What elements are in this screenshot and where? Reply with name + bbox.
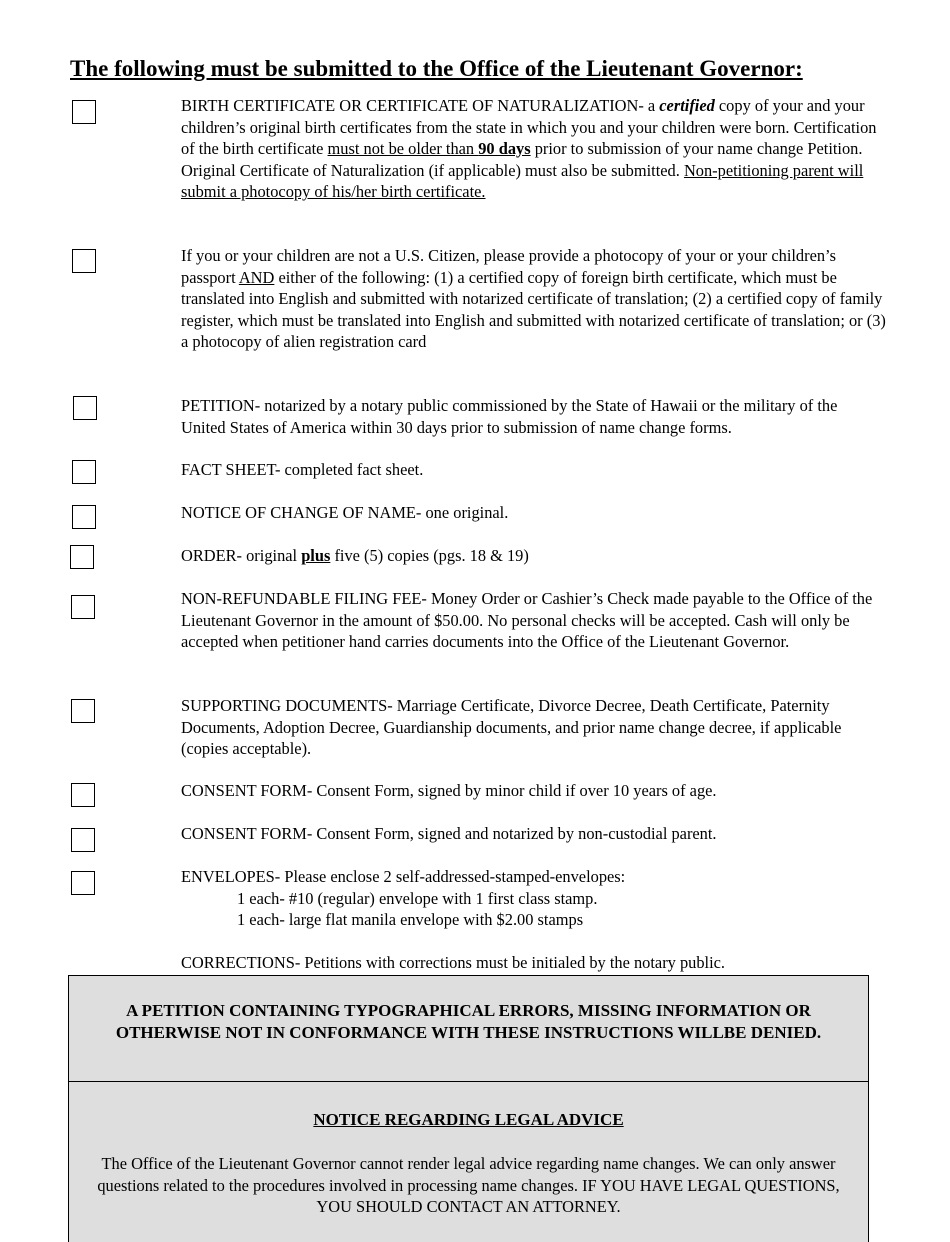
item-text: CORRECTIONS- Petitions with corrections must be initialed by the notary public. xyxy=(181,953,726,972)
checkbox-order[interactable] xyxy=(70,545,94,569)
item-filing-fee xyxy=(181,588,886,653)
item-text: CONSENT FORM- Consent Form, signed and notarized by non-custodial parent. xyxy=(181,824,717,843)
page-heading: The following must be submitted to the Office of the Lieutenant Governor: xyxy=(70,56,803,81)
item-text: copy of your and your children’s original birth certificates from the state in which you and your children were born. Certification of the birth certificate xyxy=(181,96,877,158)
item-text: prior to submission of your name change Petition. Original Certificate of Naturalization (if applicable) must also be submitted. xyxy=(181,139,863,180)
emphasis-90-days: 90 days xyxy=(478,139,531,158)
item-non-citizen-documents xyxy=(181,245,886,353)
item-order xyxy=(181,545,886,567)
envelope-line-1: 1 each- #10 (regular) envelope with 1 first class stamp. xyxy=(237,888,598,908)
item-consent-minor xyxy=(181,780,886,802)
warning-line-1: A PETITION CONTAINING TYPOGRAPHICAL ERRORS, MISSING INFORMATION OR xyxy=(126,1001,811,1020)
emphasis-non-petitioning-parent: Non-petitioning parent will submit a photocopy of his/her birth certificate. xyxy=(181,160,864,201)
item-corrections xyxy=(181,952,886,974)
item-birth-certificate xyxy=(181,95,886,203)
envelope-line-2: 1 each- large flat manila envelope with $2.00 stamps xyxy=(237,910,584,929)
item-text: CONSENT FORM- Consent Form, signed by minor child if over 10 years of age. xyxy=(181,781,717,800)
item-text: NON-REFUNDABLE FILING FEE- Money Order or Cashier’s Check made payable to the Office of the Lieutenant Governor in the amount of $50.00. No personal checks will be accepted. Cash will only be accepted when petitioner hand carries documents into the Office of the Lieutenant Governor. xyxy=(181,589,873,651)
item-text: If you or your children are not a U.S. Citizen, please provide a photocopy of your or your children’s passport xyxy=(181,246,836,287)
item-text: NOTICE OF CHANGE OF NAME- one original. xyxy=(181,503,509,522)
emphasis-certified: certified xyxy=(659,96,715,115)
checkbox-envelopes[interactable] xyxy=(71,871,95,895)
checkbox-supporting-documents[interactable] xyxy=(71,699,95,723)
item-text: ENVELOPES- Please enclose 2 self-addressed-stamped-envelopes: xyxy=(181,867,626,886)
warning-line-2: OTHERWISE NOT IN CONFORMANCE WITH THESE INSTRUCTIONS WILLBE DENIED. xyxy=(115,1023,822,1042)
item-text: ORDER- original xyxy=(181,546,302,565)
emphasis-plus: plus xyxy=(301,546,331,565)
legal-notice-title: NOTICE REGARDING LEGAL ADVICE xyxy=(313,1110,624,1129)
checkbox-non-citizen-documents[interactable] xyxy=(72,249,96,273)
checkbox-filing-fee[interactable] xyxy=(71,595,95,619)
item-text: SUPPORTING DOCUMENTS- Marriage Certificate, Divorce Decree, Death Certificate, Paternity Documents, Adoption Decree, Guardianship documents, and prior name change decree, if applicable (copies acceptable). xyxy=(181,696,842,758)
emphasis-must-not-be-older: must not be older than 90 days xyxy=(327,139,531,158)
checkbox-petition[interactable] xyxy=(73,396,97,420)
item-supporting-documents xyxy=(181,695,886,760)
item-envelopes xyxy=(181,866,886,931)
item-petition xyxy=(181,395,886,438)
item-text: either of the following: (1) a certified copy of foreign birth certificate, which must be translated into English and submitted with notarized certificate of translation; (2) a certified copy of family register, which must be translated into English and submitted with notarized certificate of translation; or (3) a photocopy of alien registration card xyxy=(181,267,886,351)
legal-notice-body: The Office of the Lieutenant Governor cannot render legal advice regarding name changes. We can only answer questions related to the procedures involved in processing name changes. IF YOU HAVE LEGAL QUESTIONS, YOU SHOULD CONTACT AN ATTORNEY. xyxy=(97,1154,840,1216)
legal-advice-notice xyxy=(68,1082,869,1242)
checkbox-fact-sheet[interactable] xyxy=(72,460,96,484)
item-text: five (5) copies (pgs. 18 & 19) xyxy=(330,546,529,565)
checkbox-birth-certificate[interactable] xyxy=(72,100,96,124)
checkbox-consent-non-custodial[interactable] xyxy=(71,828,95,852)
item-fact-sheet xyxy=(181,459,886,481)
checkbox-consent-minor[interactable] xyxy=(71,783,95,807)
item-text: FACT SHEET- completed fact sheet. xyxy=(181,460,424,479)
item-text: PETITION- notarized by a notary public commissioned by the State of Hawaii or the military of the United States of America within 30 days prior to submission of name change forms. xyxy=(181,396,838,437)
item-consent-non-custodial xyxy=(181,823,886,845)
item-notice-of-change xyxy=(181,502,886,524)
denial-warning-box xyxy=(68,975,869,1082)
emphasis-and: AND xyxy=(238,267,275,287)
checkbox-notice-of-change[interactable] xyxy=(72,505,96,529)
item-text: BIRTH CERTIFICATE OR CERTIFICATE OF NATURALIZATION- a xyxy=(181,96,660,115)
